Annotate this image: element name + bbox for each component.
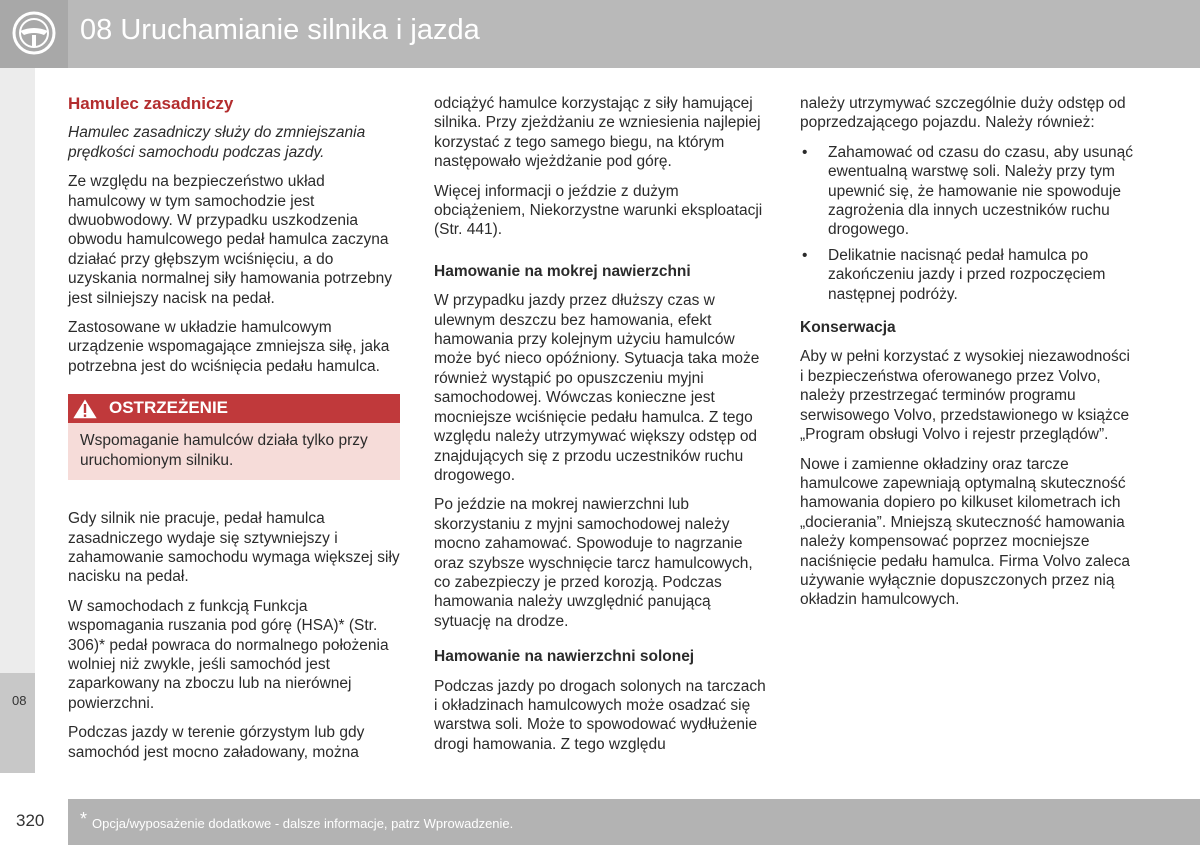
steering-wheel-icon bbox=[11, 10, 57, 56]
bullet-list bbox=[800, 143, 1133, 304]
paragraph: Aby w pełni korzystać z wysokiej niezawodności i bezpieczeństwa oferowanego przez Volvo, należy przestrzegać terminów programu serwisowego Volvo, przedstawionego w książce „Program obsługi Volvo i rejestr przeglądów”. bbox=[800, 348, 1130, 444]
paragraph: Podczas jazdy po drogach solonych na tarczach i okładzinach hamulcowych może osadzać się warstwa soli. Może to spowodować wydłużenie drogi hamowania. Z tego względu bbox=[434, 677, 766, 753]
column-middle bbox=[434, 94, 767, 764]
chapter-icon-box bbox=[0, 0, 68, 68]
warning-title: OSTRZEŻENIE bbox=[109, 398, 229, 418]
chapter-title: 08 Uruchamianie silnika i jazda bbox=[80, 14, 480, 46]
paragraph: W przypadku jazdy przez dłuższy czas w ulewnym deszczu bez hamowania, efekt hamowania przy kolejnym użyciu hamulców może być nieco opóźniony. Sytuacja taka może również wystąpić po opuszczeniu myjni samochodowej. Wówczas konieczne jest mocniejsze wciśnięcie pedału hamulca. Z tego względu należy utrzymywać większy odstęp od znajdujących się z przodu uczestników ruchu drogowego. bbox=[434, 292, 760, 484]
side-chapter-tab bbox=[0, 68, 35, 773]
warning-text: Wspomaganie hamulców działa tylko przy uruchomionym silniku. bbox=[68, 423, 400, 480]
paragraph: W samochodach z funkcją Funkcja wspomagania ruszania pod górę (HSA)* (Str. 306)* pedał powraca do normalnego położenia wolniej niż zwykle, jeśli samochód jest zaparkowany na zboczu lub na nierównej powierzchni. bbox=[68, 597, 389, 712]
subheading-maintenance: Konserwacja bbox=[800, 319, 896, 337]
section-heading-service-brake: Hamulec zasadniczy bbox=[68, 94, 234, 113]
warning-triangle-icon bbox=[70, 396, 100, 421]
footer-asterisk: * bbox=[80, 809, 88, 829]
paragraph: Po jeździe na mokrej nawierzchni lub skorzystaniu z myjni samochodowej należy mocno zahamować. Spowoduje to nagrzanie oraz szybsze wyschnięcie tarcz hamulcowych, co zabezpieczy je przed korozją. Podczas hamowania należy uwzględnić panującą sytuację na drodze. bbox=[434, 496, 753, 630]
footer-bar bbox=[68, 799, 1200, 845]
section-intro: Hamulec zasadniczy służy do zmniejszania prędkości samochodu podczas jazdy. bbox=[68, 124, 366, 161]
paragraph: Ze względu na bezpieczeństwo układ hamulcowy w tym samochodzie jest dwuobwodowy. W przypadku uszkodzenia obwodu hamulcowego pedał hamulca zaczyna działać przy głębszym wciśnięciu, a do uzyskania normalnej siły hamowania potrzebny jest silniejszy nacisk na pedał. bbox=[68, 173, 392, 307]
column-right bbox=[800, 94, 1133, 620]
paragraph: Więcej informacji o jeździe z dużym obciążeniem, Niekorzystne warunki eksploatacji (Str. 441). bbox=[434, 182, 763, 239]
side-chapter-marker bbox=[0, 673, 35, 773]
list-item: • Delikatnie nacisnąć pedał hamulca po zakończeniu jazdy i przed rozpoczęciem następnej podróży. bbox=[800, 246, 1133, 304]
paragraph: Nowe i zamienne okładziny oraz tarcze hamulcowe zapewniają optymalną skuteczność hamowania dopiero po kilkuset kilometrach ich „docierania”. Mniejszą skuteczność hamowania należy kompensować poprzez mocniejsze naciśnięcie pedału hamulca. Firma Volvo zaleca używanie wyłącznie dopuszczonych przez nią okładzin hamulcowych. bbox=[800, 455, 1130, 609]
paragraph: należy utrzymywać szczególnie duży odstęp od poprzedzającego pojazdu. Należy również: bbox=[800, 95, 1126, 132]
subheading-salted-surface: Hamowanie na nawierzchni solonej bbox=[434, 648, 695, 666]
footer-note: Opcja/wyposażenie dodatkowe - dalsze informacje, patrz Wprowadzenie. bbox=[92, 816, 514, 831]
paragraph: Gdy silnik nie pracuje, pedał hamulca zasadniczego wydaje się sztywniejszy i zahamowanie samochodu wymaga większej siły nacisku na pedał. bbox=[68, 510, 400, 586]
chapter-header bbox=[0, 0, 1200, 68]
list-item: • Zahamować od czasu do czasu, aby usunąć ewentualną warstwę soli. Należy przy tym upewnić się, że hamowanie nie spowoduje zagrożenia dla innych uczestników ruchu drogowego. bbox=[800, 143, 1133, 240]
paragraph: Podczas jazdy w terenie górzystym lub gdy samochód jest mocno załadowany, można bbox=[68, 724, 365, 761]
page-number: 320 bbox=[16, 811, 45, 830]
warning-header bbox=[68, 394, 400, 423]
column-left bbox=[68, 94, 401, 772]
subheading-wet-surface: Hamowanie na mokrej nawierzchni bbox=[434, 262, 691, 280]
paragraph: odciążyć hamulce korzystając z siły hamującej silnika. Przy zjeżdżaniu ze wzniesienia najlepiej korzystać z tego samego biegu, na którym następowało wjeżdżanie pod górę. bbox=[434, 95, 761, 171]
side-chapter-label: 08 bbox=[12, 693, 27, 708]
warning-box bbox=[68, 394, 400, 480]
paragraph: Zastosowane w układzie hamulcowym urządzenie wspomagające zmniejsza siłę, jaka potrzebna jest do wciśnięcia pedału hamulca. bbox=[68, 319, 390, 375]
